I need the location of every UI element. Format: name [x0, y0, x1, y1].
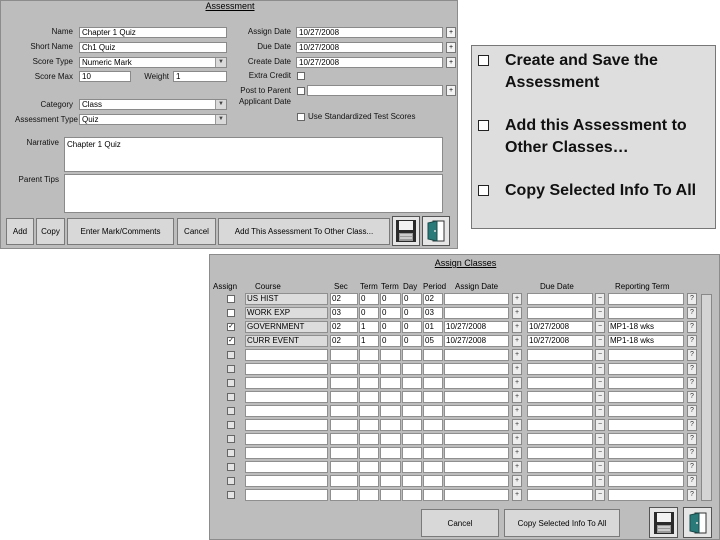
- score-max-field[interactable]: 10: [79, 71, 131, 82]
- chevron-down-icon[interactable]: ▼: [215, 58, 226, 67]
- cell-sec[interactable]: [330, 419, 358, 431]
- cell-term[interactable]: 0: [359, 293, 379, 305]
- header-assign: Assign: [213, 282, 238, 291]
- cell-course[interactable]: [245, 419, 328, 431]
- cell-term2[interactable]: [380, 433, 401, 445]
- cell-due-date[interactable]: [527, 363, 593, 375]
- cell-day[interactable]: [402, 447, 422, 459]
- header-assign-date: Assign Date: [455, 282, 499, 291]
- score-type-label: Score Type: [32, 57, 73, 66]
- cell-sec[interactable]: [330, 363, 358, 375]
- assign-date-label: Assign Date: [247, 27, 291, 36]
- exit-door-icon[interactable]: [683, 507, 712, 538]
- cell-reporting-term[interactable]: [608, 405, 684, 417]
- cell-reporting-term[interactable]: MP1-18 wks: [608, 335, 684, 347]
- cell-due-date[interactable]: [527, 293, 593, 305]
- assign-checkbox[interactable]: ✓: [228, 323, 234, 330]
- cell-term[interactable]: [359, 377, 379, 389]
- cell-period[interactable]: [423, 377, 443, 389]
- cell-term2[interactable]: 0: [380, 293, 401, 305]
- bullet-text: Create and Save the Assessment: [505, 52, 658, 91]
- assign-date-field[interactable]: 10/27/2008: [296, 27, 443, 38]
- cell-reporting-term[interactable]: [608, 363, 684, 375]
- due-date-picker-button[interactable]: −: [595, 363, 605, 375]
- cell-day[interactable]: [402, 461, 422, 473]
- reporting-term-lookup-button[interactable]: ?: [687, 447, 697, 459]
- assign-date-picker-button[interactable]: +: [512, 489, 522, 501]
- assign-checkbox[interactable]: [227, 435, 235, 443]
- extra-credit-label: Extra Credit: [248, 71, 291, 80]
- due-date-field[interactable]: 10/27/2008: [296, 42, 443, 53]
- checkbox-bullet-icon: [478, 120, 489, 131]
- assign-date-picker-button[interactable]: +: [512, 321, 522, 333]
- cell-course[interactable]: CURR EVENT: [245, 335, 328, 347]
- copy-button[interactable]: Copy: [36, 218, 65, 245]
- reporting-term-lookup-button[interactable]: ?: [687, 349, 697, 361]
- narrative-textarea[interactable]: Chapter 1 Quiz: [64, 137, 443, 172]
- bullet-item: [478, 180, 710, 202]
- due-date-picker-button[interactable]: −: [595, 293, 605, 305]
- cell-term[interactable]: [359, 405, 379, 417]
- cell-term[interactable]: 1: [359, 335, 379, 347]
- due-date-picker-button[interactable]: −: [595, 391, 605, 403]
- reporting-term-lookup-button[interactable]: ?: [687, 321, 697, 333]
- assign-classes-window: [209, 254, 720, 540]
- cell-term[interactable]: [359, 447, 379, 459]
- cell-sec[interactable]: [330, 489, 358, 501]
- assign-date-picker-button[interactable]: +: [512, 405, 522, 417]
- cell-period[interactable]: [423, 405, 443, 417]
- cell-due-date[interactable]: 10/27/2008: [527, 321, 593, 333]
- score-max-label: Score Max: [34, 72, 73, 81]
- save-icon[interactable]: [392, 216, 420, 246]
- assign-checkbox[interactable]: [227, 379, 235, 387]
- cell-course[interactable]: [245, 405, 328, 417]
- cell-period[interactable]: [423, 349, 443, 361]
- cell-sec[interactable]: [330, 461, 358, 473]
- assign-checkbox[interactable]: [227, 351, 235, 359]
- weight-field[interactable]: 1: [173, 71, 227, 82]
- cell-course[interactable]: [245, 377, 328, 389]
- assign-checkbox[interactable]: [227, 295, 235, 303]
- cell-due-date[interactable]: 10/27/2008: [527, 335, 593, 347]
- cell-reporting-term[interactable]: [608, 447, 684, 459]
- post-to-parent-checkbox[interactable]: [297, 87, 305, 95]
- cell-assign-date[interactable]: 10/27/2008: [444, 321, 509, 333]
- use-standardized-label: Use Standardized Test Scores: [308, 112, 416, 121]
- due-date-picker-button[interactable]: −: [595, 321, 605, 333]
- cell-period[interactable]: [423, 433, 443, 445]
- assign-date-picker-button[interactable]: +: [512, 447, 522, 459]
- cell-term2[interactable]: [380, 489, 401, 501]
- copy-selected-info-button[interactable]: Copy Selected Info To All: [504, 509, 620, 537]
- cell-reporting-term[interactable]: [608, 293, 684, 305]
- cell-assign-date[interactable]: [444, 377, 509, 389]
- assign-checkbox[interactable]: ✓: [228, 337, 234, 344]
- short-name-label: Short Name: [30, 42, 73, 51]
- bullet-item: [478, 115, 710, 159]
- cell-sec[interactable]: [330, 405, 358, 417]
- create-date-picker-button[interactable]: +: [446, 57, 456, 68]
- narrative-label: Narrative: [26, 138, 59, 147]
- assessment-type-value: Quiz: [82, 115, 99, 124]
- cell-reporting-term[interactable]: MP1-18 wks: [608, 321, 684, 333]
- assign-date-picker-button[interactable]: +: [512, 363, 522, 375]
- cell-term[interactable]: [359, 475, 379, 487]
- cell-course[interactable]: [245, 349, 328, 361]
- cell-due-date[interactable]: [527, 489, 593, 501]
- vertical-scrollbar[interactable]: [701, 294, 712, 501]
- cell-day[interactable]: [402, 377, 422, 389]
- score-type-select[interactable]: [79, 57, 227, 68]
- name-label: Name: [51, 27, 73, 36]
- assign-date-picker-button[interactable]: +: [512, 349, 522, 361]
- cell-day[interactable]: 0: [402, 321, 422, 333]
- use-standardized-checkbox[interactable]: [297, 113, 305, 121]
- cell-term2[interactable]: [380, 461, 401, 473]
- due-date-label: Due Date: [257, 42, 291, 51]
- cell-period[interactable]: [423, 419, 443, 431]
- assign-date-picker-button[interactable]: +: [512, 419, 522, 431]
- cell-assign-date[interactable]: [444, 447, 509, 459]
- assign-classes-title: Assign Classes: [434, 258, 497, 268]
- cell-period[interactable]: [423, 489, 443, 501]
- short-name-field[interactable]: Ch1 Quiz: [79, 42, 227, 53]
- cell-reporting-term[interactable]: [608, 489, 684, 501]
- assessment-type-label: Assessment Type: [15, 115, 78, 124]
- header-day: Day: [403, 282, 418, 291]
- cell-due-date[interactable]: [527, 307, 593, 319]
- cell-reporting-term[interactable]: [608, 377, 684, 389]
- assign-date-picker-button[interactable]: +: [512, 293, 522, 305]
- cell-assign-date[interactable]: [444, 433, 509, 445]
- assign-date-picker-button[interactable]: +: [512, 307, 522, 319]
- cell-sec[interactable]: [330, 391, 358, 403]
- cell-term[interactable]: 0: [359, 307, 379, 319]
- assessment-window: [0, 0, 458, 249]
- reporting-term-lookup-button[interactable]: ?: [687, 377, 697, 389]
- cell-day[interactable]: 0: [402, 293, 422, 305]
- cell-term2[interactable]: [380, 419, 401, 431]
- extra-credit-checkbox[interactable]: [297, 72, 305, 80]
- assign-checkbox[interactable]: [227, 365, 235, 373]
- save-icon[interactable]: [649, 507, 678, 538]
- cell-day[interactable]: 0: [402, 307, 422, 319]
- cell-term2[interactable]: [380, 363, 401, 375]
- header-term2: Term: [381, 282, 399, 291]
- due-date-picker-button[interactable]: −: [595, 461, 605, 473]
- reporting-term-lookup-button[interactable]: ?: [687, 433, 697, 445]
- assign-checkbox[interactable]: [227, 477, 235, 485]
- cell-course[interactable]: [245, 475, 328, 487]
- assessment-title: Assessment: [205, 1, 255, 11]
- cell-due-date[interactable]: [527, 433, 593, 445]
- header-course: Course: [255, 282, 281, 291]
- cell-course[interactable]: [245, 433, 328, 445]
- cell-day[interactable]: [402, 419, 422, 431]
- cell-period[interactable]: 05: [423, 335, 443, 347]
- cell-sec[interactable]: [330, 447, 358, 459]
- cell-day[interactable]: [402, 391, 422, 403]
- checkbox-bullet-icon: [478, 185, 489, 196]
- bullet-text: Copy Selected Info To All: [505, 182, 697, 199]
- cancel-assign-button[interactable]: Cancel: [421, 509, 499, 537]
- cell-course[interactable]: GOVERNMENT: [245, 321, 328, 333]
- due-date-picker-button[interactable]: −: [595, 377, 605, 389]
- reporting-term-lookup-button[interactable]: ?: [687, 405, 697, 417]
- cell-sec[interactable]: [330, 475, 358, 487]
- cell-term[interactable]: [359, 349, 379, 361]
- cell-term2[interactable]: [380, 475, 401, 487]
- cell-term2[interactable]: [380, 405, 401, 417]
- cell-assign-date[interactable]: [444, 307, 509, 319]
- cell-reporting-term[interactable]: [608, 461, 684, 473]
- exit-door-icon[interactable]: [422, 216, 450, 246]
- cell-reporting-term[interactable]: [608, 475, 684, 487]
- cell-term2[interactable]: [380, 349, 401, 361]
- cell-period[interactable]: 02: [423, 293, 443, 305]
- cell-sec[interactable]: [330, 349, 358, 361]
- cell-day[interactable]: [402, 405, 422, 417]
- assign-checkbox[interactable]: [227, 421, 235, 429]
- reporting-term-lookup-button[interactable]: ?: [687, 489, 697, 501]
- cell-reporting-term[interactable]: [608, 391, 684, 403]
- cell-sec[interactable]: [330, 377, 358, 389]
- reporting-term-lookup-button[interactable]: ?: [687, 391, 697, 403]
- add-button[interactable]: Add: [6, 218, 34, 245]
- due-date-picker-button[interactable]: −: [595, 419, 605, 431]
- cell-course[interactable]: [245, 363, 328, 375]
- add-to-other-classes-button[interactable]: Add This Assessment To Other Class...: [218, 218, 390, 245]
- cell-reporting-term[interactable]: [608, 433, 684, 445]
- assign-date-picker-button[interactable]: +: [512, 335, 522, 347]
- create-date-label: Create Date: [247, 57, 291, 66]
- header-reporting-term: Reporting Term: [615, 282, 670, 291]
- cell-due-date[interactable]: [527, 447, 593, 459]
- reporting-term-lookup-button[interactable]: ?: [687, 419, 697, 431]
- weight-label: Weight: [144, 72, 169, 81]
- create-date-field[interactable]: 10/27/2008: [296, 57, 443, 68]
- assign-checkbox[interactable]: [227, 407, 235, 415]
- parent-tips-label: Parent Tips: [18, 175, 59, 184]
- name-field[interactable]: Chapter 1 Quiz: [79, 27, 227, 38]
- cell-sec[interactable]: 02: [330, 293, 358, 305]
- cell-day[interactable]: [402, 489, 422, 501]
- reporting-term-lookup-button[interactable]: ?: [687, 475, 697, 487]
- bullet-item: [478, 50, 710, 94]
- reporting-term-lookup-button[interactable]: ?: [687, 461, 697, 473]
- cell-day[interactable]: [402, 475, 422, 487]
- cell-due-date[interactable]: [527, 475, 593, 487]
- due-date-picker-button[interactable]: −: [595, 349, 605, 361]
- cell-term[interactable]: [359, 489, 379, 501]
- category-select[interactable]: [79, 99, 227, 110]
- cell-due-date[interactable]: [527, 349, 593, 361]
- cell-term[interactable]: [359, 363, 379, 375]
- cell-sec[interactable]: 02: [330, 335, 358, 347]
- cell-assign-date[interactable]: [444, 391, 509, 403]
- due-date-picker-button[interactable]: −: [595, 433, 605, 445]
- assign-date-picker-button[interactable]: +: [446, 27, 456, 38]
- cell-term2[interactable]: [380, 377, 401, 389]
- assign-date-picker-button[interactable]: +: [512, 475, 522, 487]
- due-date-picker-button[interactable]: −: [595, 307, 605, 319]
- due-date-picker-button[interactable]: +: [446, 42, 456, 53]
- category-label: Category: [40, 100, 73, 109]
- cell-course[interactable]: WORK EXP: [245, 307, 328, 319]
- cell-assign-date[interactable]: [444, 489, 509, 501]
- assign-date-picker-button[interactable]: +: [512, 391, 522, 403]
- cell-sec[interactable]: 02: [330, 321, 358, 333]
- applicant-date-label: Applicant Date: [238, 97, 291, 106]
- assign-checkbox[interactable]: [227, 491, 235, 499]
- cell-course[interactable]: [245, 391, 328, 403]
- cell-due-date[interactable]: [527, 461, 593, 473]
- cell-term[interactable]: [359, 461, 379, 473]
- assign-date-picker-button[interactable]: +: [512, 377, 522, 389]
- post-to-parent-label: Post to Parent: [240, 86, 291, 95]
- cell-term[interactable]: [359, 391, 379, 403]
- cell-sec[interactable]: 03: [330, 307, 358, 319]
- cell-assign-date[interactable]: [444, 363, 509, 375]
- cell-day[interactable]: [402, 363, 422, 375]
- cell-due-date[interactable]: [527, 377, 593, 389]
- cell-term2[interactable]: [380, 391, 401, 403]
- chevron-down-icon[interactable]: ▼: [215, 115, 226, 124]
- cell-term[interactable]: 1: [359, 321, 379, 333]
- assign-date-picker-button[interactable]: +: [512, 461, 522, 473]
- cell-period[interactable]: 03: [423, 307, 443, 319]
- cell-term2[interactable]: [380, 447, 401, 459]
- bullet-text: Add this Assessment to Other Classes…: [505, 117, 687, 156]
- cell-assign-date[interactable]: 10/27/2008: [444, 335, 509, 347]
- header-sec: Sec: [334, 282, 348, 291]
- cell-period[interactable]: [423, 475, 443, 487]
- post-to-parent-date-field[interactable]: [307, 85, 443, 96]
- cell-due-date[interactable]: [527, 419, 593, 431]
- category-value: Class: [82, 100, 103, 109]
- cell-assign-date[interactable]: [444, 349, 509, 361]
- due-date-picker-button[interactable]: −: [595, 335, 605, 347]
- cell-due-date[interactable]: [527, 391, 593, 403]
- cell-course[interactable]: [245, 461, 328, 473]
- enter-marks-button[interactable]: Enter Mark/Comments: [67, 218, 174, 245]
- assessment-type-select[interactable]: [79, 114, 227, 125]
- cell-due-date[interactable]: [527, 405, 593, 417]
- assign-checkbox[interactable]: [227, 309, 235, 317]
- cell-period[interactable]: [423, 391, 443, 403]
- cell-period[interactable]: 01: [423, 321, 443, 333]
- cell-term2[interactable]: 0: [380, 335, 401, 347]
- cell-day[interactable]: [402, 433, 422, 445]
- cell-period[interactable]: [423, 447, 443, 459]
- cell-term[interactable]: [359, 419, 379, 431]
- cell-assign-date[interactable]: [444, 419, 509, 431]
- reporting-term-lookup-button[interactable]: ?: [687, 363, 697, 375]
- reporting-term-lookup-button[interactable]: ?: [687, 293, 697, 305]
- cell-course[interactable]: [245, 447, 328, 459]
- reporting-term-lookup-button[interactable]: ?: [687, 307, 697, 319]
- header-term: Term: [360, 282, 378, 291]
- assign-date-picker-button[interactable]: +: [512, 433, 522, 445]
- cell-term[interactable]: [359, 433, 379, 445]
- cell-day[interactable]: 0: [402, 335, 422, 347]
- checkbox-bullet-icon: [478, 55, 489, 66]
- cell-assign-date[interactable]: [444, 461, 509, 473]
- parent-tips-textarea[interactable]: [64, 174, 443, 213]
- due-date-picker-button[interactable]: −: [595, 405, 605, 417]
- instructions-panel: [471, 45, 716, 229]
- assign-checkbox[interactable]: [227, 393, 235, 401]
- cell-assign-date[interactable]: [444, 293, 509, 305]
- assign-checkbox[interactable]: [227, 463, 235, 471]
- cancel-button[interactable]: Cancel: [177, 218, 216, 245]
- cell-term2[interactable]: 0: [380, 321, 401, 333]
- post-to-parent-picker-button[interactable]: +: [446, 85, 456, 96]
- due-date-picker-button[interactable]: −: [595, 447, 605, 459]
- cell-course[interactable]: US HIST: [245, 293, 328, 305]
- cell-course[interactable]: [245, 489, 328, 501]
- cell-assign-date[interactable]: [444, 475, 509, 487]
- due-date-picker-button[interactable]: −: [595, 475, 605, 487]
- cell-reporting-term[interactable]: [608, 307, 684, 319]
- cell-day[interactable]: [402, 349, 422, 361]
- cell-reporting-term[interactable]: [608, 419, 684, 431]
- header-due-date: Due Date: [540, 282, 574, 291]
- cell-sec[interactable]: [330, 433, 358, 445]
- assign-checkbox[interactable]: [227, 449, 235, 457]
- reporting-term-lookup-button[interactable]: ?: [687, 335, 697, 347]
- cell-reporting-term[interactable]: [608, 349, 684, 361]
- cell-period[interactable]: [423, 461, 443, 473]
- due-date-picker-button[interactable]: −: [595, 489, 605, 501]
- cell-period[interactable]: [423, 363, 443, 375]
- header-period: Period: [423, 282, 447, 291]
- cell-assign-date[interactable]: [444, 405, 509, 417]
- score-type-value: Numeric Mark: [82, 58, 132, 67]
- chevron-down-icon[interactable]: ▼: [215, 100, 226, 109]
- cell-term2[interactable]: 0: [380, 307, 401, 319]
